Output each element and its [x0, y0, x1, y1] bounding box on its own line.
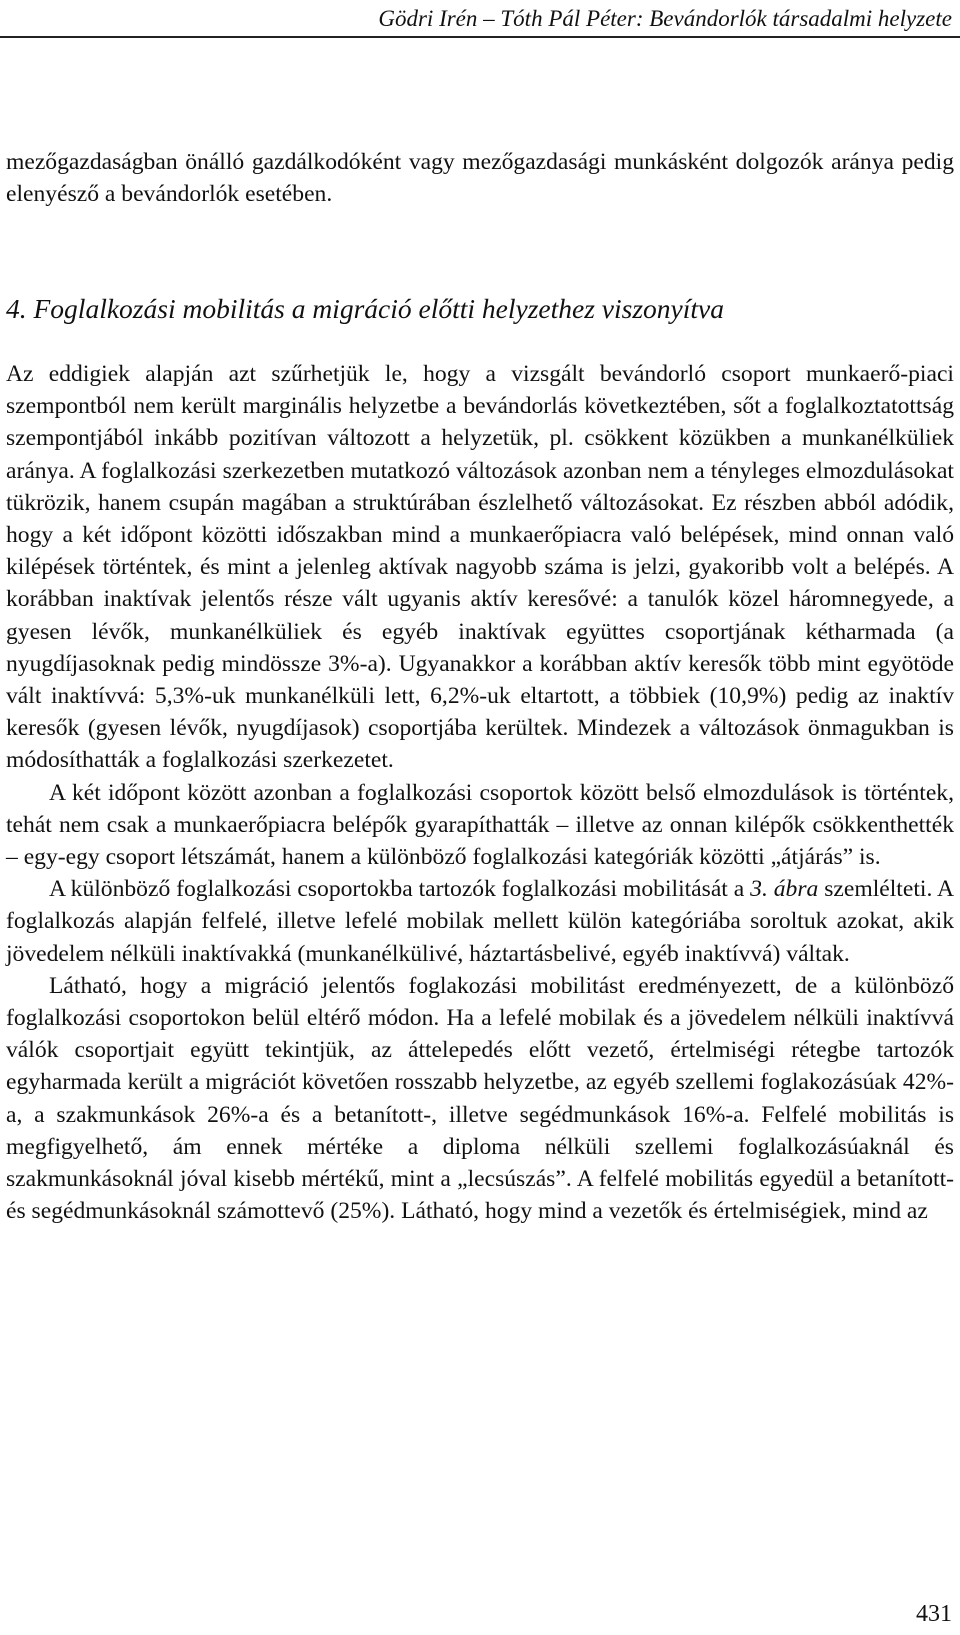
intro-paragraph	[6, 146, 954, 210]
paragraph-3	[6, 873, 954, 970]
paragraph-3-lead: A különböző foglalkozási csoportokba tartozók foglalkozási mobilitását a	[49, 876, 751, 903]
intro-text: mezőgazdaságban önálló gazdálkodóként vagy mezőgazdasági munkásként dolgozók aránya pedig elenyésző a bevándorlók esetében.	[6, 149, 954, 208]
paragraph-4: Látható, hogy a migráció jelentős foglakozási mobilitást eredményezett, de a különböző foglalkozási csoportokon belül eltérő módon. Ha a lefelé mobilak és a jövedelem nélküli inaktívvá válók csoportjait együtt tekintjük, az áttelepedés előtt vezető, értelmiségi rétegbe tartozók egyharmada került a migrációt követően rosszabb helyzetbe, az egyéb szellemi foglakozásúak 42%-a, a szakmunkások 26%-a és a betanított-, illetve segédmunkások 16%-a. Felfelé mobilitás is megfigyelhető, ám ennek mértéke a diploma nélküli szellemi foglalkozásúaknál és szakmunkásoknál jóval kisebb mértékű, mint a „lecsúszás”. A felfelé mobilitás egyedül a betanított- és segédmunkásoknál számottevő (25%). Látható, hogy mind a vezetők és értelmiségiek, mind az	[6, 972, 954, 1225]
header-rule	[0, 36, 960, 38]
paragraph-2: A két időpont között azonban a foglalkozási csoportok között belső elmozdulások is történtek, tehát nem csak a munkaerőpiacra belépők gyarapíthatták – illetve az onnan kilépők csökkenthették – egy-egy csoport létszámát, hanem a különböző foglalkozási kategóriák közötti „átjárás” is.	[6, 779, 954, 871]
paragraph-1: Az eddigiek alapján azt szűrhetjük le, hogy a vizsgált bevándorló csoport munkaerő-piaci szempontból nem került marginális helyzetbe a bevándorlás következtében, sőt a foglalkoztatottság szempontjából inkább pozitívan változott a helyzetük, pl. csökkent közükben a munkanélküliek aránya. A foglalkozási szerkezetben mutatkozó változások azonban nem a tényleges elmozdulásokat tükrözik, hanem csupán magában a struktúrában észlelhető változásokat. Ez részben abból adódik, hogy a két időpont közötti időszakban mind a munkaerőpiacra való belépések, mind onnan való kilépések történtek, és mint a jelenleg aktívak nagyobb száma is jelzi, gyakoribb volt a belépés. A korábban inaktívak jelentős része vált ugyanis aktív keresővé: a tanulók közel háromnegyede, a gyesen lévők, munkanélküliek és egyéb inaktívak együttes csoportjának kétharmada (a nyugdíjasoknak pedig mindössze 3%-a). Ugyanakkor a korábban aktív keresők több mint egyötöde vált inaktívvá: 5,3%-uk munkanélküli lett, 6,2%-uk eltartott, a többiek (10,9%) pedig az inaktív keresők (gyesen lévők, nyugdíjasok) csoportjába kerültek. Mindezek a változások önmagukban is módosíthatták a foglalkozási szerkezetet.	[6, 361, 954, 774]
paragraph-3-rest: szemlélteti. A foglalkozás alapján felfelé, illetve lefelé mobilak mellett külön kategóriába soroltuk azokat, akik jövedelem nélküli inaktívakká (munkanélkülivé, háztartásbelivé, egyéb inaktívvá) váltak.	[6, 876, 954, 967]
body-text	[6, 358, 954, 1227]
figure-reference: 3. ábra	[750, 876, 819, 903]
section-heading: 4. Foglalkozási mobilitás a migráció előtti helyzethez viszonyítva	[6, 293, 724, 324]
running-header: Gödri Irén – Tóth Pál Péter: Bevándorlók társadalmi helyzete	[378, 6, 952, 31]
page-number: 431	[916, 1601, 952, 1627]
